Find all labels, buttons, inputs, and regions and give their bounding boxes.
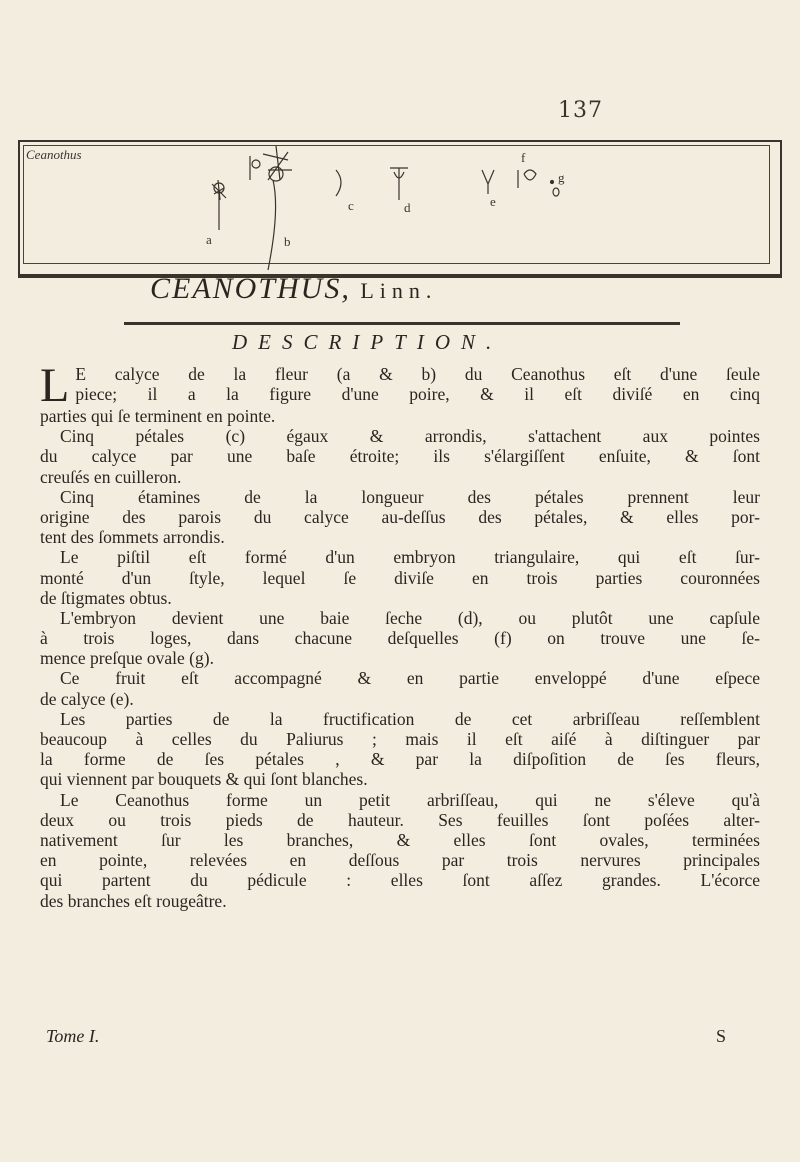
page-footer [40,1026,760,1050]
plate-figures [18,140,782,278]
text-line: la forme de ſes pétales , & par la diſpoſition de ſes fleurs, [40,749,760,770]
plate-caption: Ceanothus [26,147,82,162]
title-rule [124,322,680,325]
text-line: L'embryon devient une baie ſeche (d), ou plutôt une capſule [60,607,760,628]
text-line: E calyce de la fleur (a & b) du Ceanothus eſt d'une ſeule [75,364,760,384]
text-line: tent des ſommets arrondis. [40,527,225,548]
description-heading: DESCRIPTION. [232,330,503,354]
text-line: parties qui ſe terminent en pointe. [40,406,276,426]
text-line: de calyce (e). [40,688,134,709]
paragraph-1 [40,359,760,426]
figure-label-d: d [404,200,411,215]
drop-cap: L [40,359,70,412]
text-line: Les parties de la fructification de cet arbriſſeau reſſemblent [60,708,760,729]
page-title [150,272,650,306]
figure-b-calyx-illustration [250,146,292,270]
text-line: à trois loges, dans chacune deſquelles (f) on trouve une ſe- [40,628,760,649]
paragraph-4 [40,547,760,608]
text-line: origine des parois du calyce au-deſſus des pétales, & elles por- [40,506,760,527]
text-line: mence preſque ovale (g). [40,648,214,669]
figure-a-flower-illustration [212,180,226,230]
text-line: Le Ceanothus forme un petit arbriſſeau, qui ne s'éleve qu'à [60,789,760,810]
text-line: nativement ſur les branches, & elles ſont ovales, terminées [40,829,760,850]
text-line: creuſés en cuilleron. [40,466,182,487]
figure-c-petal-illustration [336,170,341,196]
text-line: monté d'un ſtyle, lequel ſe diviſe en trois parties couronnées [40,567,760,588]
paragraph-2 [40,426,760,487]
figure-label-b: b [284,234,291,249]
page-number: 137 [558,98,603,123]
figure-label-a: a [206,232,212,247]
description-body [40,359,760,911]
text-line: beaucoup à celles du Paliurus ; mais il eſt aiſé à diſtinguer par [40,729,760,749]
text-line: en pointe, relevées en deſſous par trois nervures principales [40,850,760,871]
paragraph-7 [40,709,760,790]
text-line: Cinq pétales (c) égaux & arrondis, s'attachent aux pointes [60,426,760,447]
figure-label-c: c [348,198,354,213]
paragraph-5 [40,608,760,669]
text-line: deux ou trois pieds de hauteur. Ses feuilles ſont poſées alter- [40,809,760,830]
genus-name: CEANOTHUS [150,272,342,305]
text-line: Ce fruit eſt accompagné & en partie enveloppé d'une eſpece [60,668,760,689]
figure-e-fruit-calyx-illustration [482,170,494,194]
tome-label: Tome I. [46,1026,100,1046]
paragraph-6 [40,668,760,708]
paragraph-8 [40,790,760,911]
text-line: qui partent du pédicule : elles ſont aſſez grandes. L'écorce [40,870,760,891]
figure-d-capsule-illustration [390,168,408,200]
authority-name: Linn. [360,278,438,303]
figure-f-section-illustration [518,170,536,188]
title-separator: , [341,272,351,305]
text-line: piece; il a la figure d'une poire, & il eſt diviſé en cinq [75,384,760,405]
figure-label-f: f [521,150,526,165]
paragraph-3 [40,487,760,548]
botanical-plate [18,140,782,278]
text-line: qui viennent par bouquets & qui ſont blanches. [40,769,368,790]
text-line: de ſtigmates obtus. [40,587,172,608]
text-line: Le piſtil eſt formé d'un embryon triangulaire, qui eſt ſur- [60,547,760,568]
figure-label-e: e [490,194,496,209]
text-line: des branches eſt rougeâtre. [40,890,227,911]
figure-label-g: g [558,170,565,185]
text-line: du calyce par une baſe étroite; ils s'élargiſſent enſuite, & ſont [40,446,760,467]
signature-mark: S [715,1026,726,1046]
text-line: Cinq étamines de la longueur des pétales prennent leur [60,486,760,507]
